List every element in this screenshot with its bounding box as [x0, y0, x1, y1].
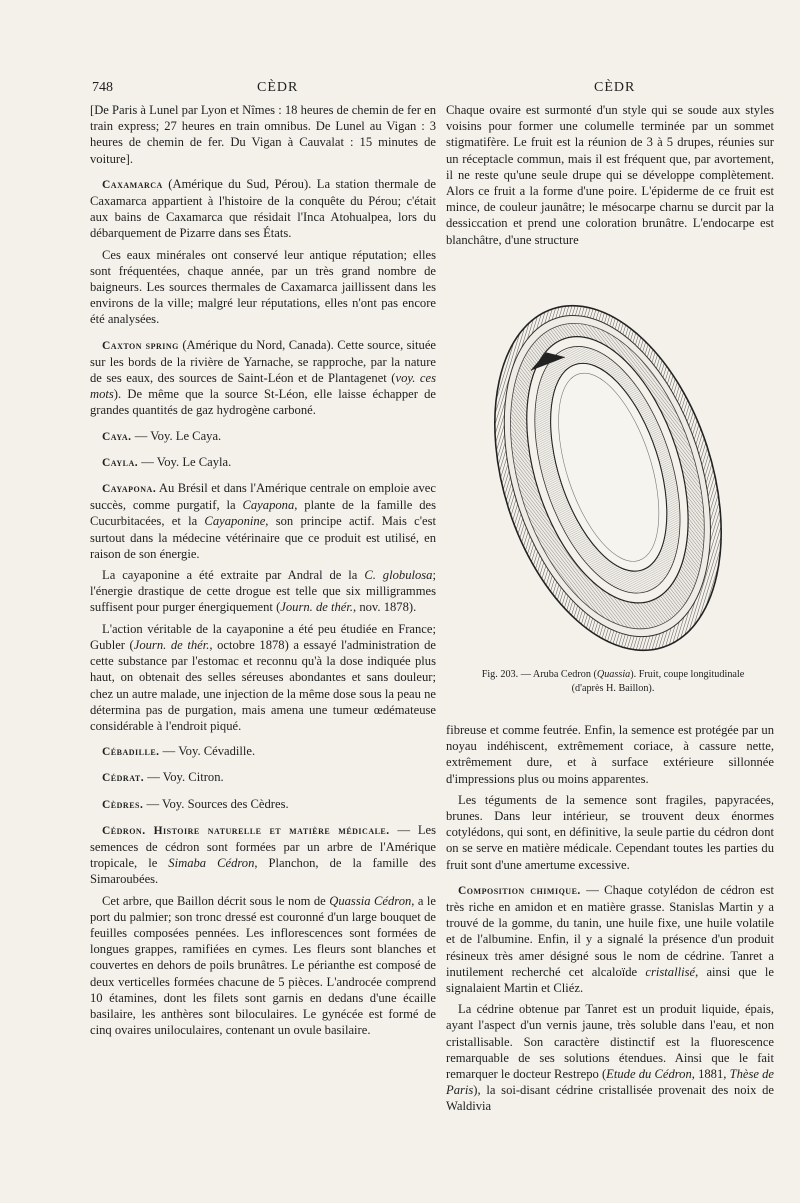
entry-text: ). De même que la source St-Léon, elle laisse échapper de grandes quantités de gaz hydrogène carboné.: [90, 387, 436, 418]
italic-ref: Etude du Cédron: [606, 1067, 692, 1082]
entry-text: ), la soi-disant cédrine cristallisée provenait des noix de Waldivia: [446, 1083, 774, 1114]
left-column: [90, 102, 436, 1043]
intro-paragraph: [De Paris à Lunel par Lyon et Nîmes : 18 heures de chemin de fer en train express; 27 heures en train omnibus. De Lunel au Vigan : 3 heures de chemin de fer. Du Vigan à Cauvalat : 15 minutes de voiture].: [90, 103, 436, 166]
entry-cedrat: [90, 769, 436, 786]
entry-text: , son principe actif. Mais c'est surtout dans la médecine vétérinaire que ce produit est utilisé, en raison de son énergie.: [90, 514, 437, 561]
section-composition-chimique: [446, 882, 774, 996]
entry-text: L'action véritable de la cayaponine a été peu étudiée en France; Gubler (: [90, 621, 436, 652]
italic-ref: Journ. de thér.: [280, 600, 354, 615]
headword-cebadille: Cébadille.: [102, 746, 160, 759]
paragraph: [90, 567, 436, 616]
italic-term: Cayapona: [242, 498, 295, 513]
paragraph: [90, 621, 436, 734]
entry-text: — Les semences de cédron sont formées par un arbre de l'Amérique tropicale, le: [90, 822, 436, 871]
entry-text: , 1881,: [691, 1067, 730, 1082]
paragraph: Ces eaux minérales ont conservé leur antique réputation; elles sont fréquentées, chaque année, par un très grand nombre de baigneurs. Les sources thermales de Caxamarca jaillissent dans les environs de la ville; malgré leur réputations, elles n'ont pas encore été analysées.: [90, 247, 436, 327]
paragraph: fibreuse et comme feutrée. Enfin, la semence est protégée par un noyau indéhiscent, extrêmement coriace, à cassure nette, extrêmement dure, et à surface extérieure sillonnée d'impressions plus ou moins apparentes.: [446, 723, 774, 786]
headword-cayla: Cayla.: [102, 456, 139, 469]
italic-term: Cayaponine: [204, 514, 266, 529]
entry-text: La cayaponine a été extraite par Andral de la: [102, 568, 365, 583]
figure-caption: [452, 668, 774, 696]
running-head-left: CÈDR: [257, 80, 299, 95]
paragraph: [446, 1001, 774, 1114]
entry-text: — Voy. Le Cayla.: [138, 454, 232, 469]
entry-cebadille: [90, 743, 436, 760]
entry-caxton-spring: [90, 337, 436, 419]
entry-text: (Amérique du Sud, Pérou). La station thermale de Caxamarca appartient à l'histoire de la conquête du Pérou; c'était aux bains de Caxamarca que résidait l'Inca Atohualpea, lors du débarquement de Pizarre dans ses États.: [90, 176, 436, 241]
entry-caya: [90, 428, 436, 445]
running-head-right: CÈDR: [594, 80, 636, 95]
headword-caya: Caya.: [102, 430, 132, 443]
entry-text: , plante de la famille des Cucurbitacées, et la: [90, 498, 437, 529]
italic-term: Quassia Cédron: [329, 893, 412, 908]
entry-text: — Voy. Cévadille.: [159, 744, 256, 759]
entry-text: , nov. 1878).: [353, 600, 417, 615]
entry-text: , Planchon, de la famille des Simaroubées.: [90, 856, 437, 887]
right-column-bottom: [446, 722, 774, 1120]
italic-term: C. globulosa: [364, 568, 433, 583]
headword-cedron: Cédron. Histoire naturelle et matière médicale.: [102, 824, 390, 837]
entry-text: — Voy. Sources des Cèdres.: [143, 796, 289, 811]
italic-ref: Thèse de Paris: [446, 1067, 774, 1098]
fruit-longitudinal-section-illustration: [488, 292, 728, 664]
entry-cedron: [90, 822, 436, 888]
headword-caxton: Caxton spring: [102, 339, 179, 352]
right-column-top: [446, 102, 774, 253]
italic-term: Simaba Cédron: [168, 856, 255, 871]
subheading-composition: Composition chimique.: [458, 884, 581, 897]
entry-text: — Voy. Citron.: [144, 770, 224, 785]
entry-text: ; l'énergie drastique de cette drogue est telle que six milligrammes suffisent pour purger énergiquement (: [90, 568, 436, 615]
italic-ref: voy. ces mots: [90, 371, 436, 402]
entry-text: Au Brésil et dans l'Amérique centrale on emploie avec succès, comme purgatif, la: [90, 481, 436, 513]
paragraph: [90, 893, 436, 1039]
paragraph: Chaque ovaire est surmonté d'un style qui se soude aux styles voisins pour former une columelle terminée par un sommet stigmatifère. Le fruit est la réunion de 3 à 5 drupes, réunies sur un réceptacle commun, mais il est fréquent que, par avortement, il ne reste qu'une seule drupe qui se développe complètement. Alors ce fruit a la forme d'une poire. L'épiderme de ce fruit est mince, de couleur jaunâtre; le mésocarpe charnu se durcit par la dessiccation et prend une coloration brunâtre. L'endocarpe est blanchâtre, d'une structure: [446, 103, 774, 247]
entry-text: — Voy. Le Caya.: [131, 428, 222, 443]
caption-italic: Quassia: [596, 669, 631, 680]
entry-text: La cédrine obtenue par Tanret est un produit liquide, épais, ayant l'aspect d'un vernis jaune, très soluble dans l'eau, et non cristallisable. Son caractère distinctif est la fluorescence remarquable de ses solutions étendues. Ainsi que le fait remarquer le docteur Restrepo (: [446, 1002, 774, 1082]
caption-credit: (d'après H. Baillon).: [571, 683, 655, 694]
entry-text: , ainsi que le signalaient Martin et Cliéz.: [446, 964, 775, 996]
italic-ref: Journ. de thér.: [133, 637, 210, 652]
headword-caxamarca: Caxamarca: [102, 178, 163, 191]
paragraph: Les téguments de la semence sont fragiles, papyracées, brunes. Dans leur intérieur, se trouvent deux énormes cotylédons, qui sont, en définitive, la seule partie du cédron dont on se serve en matière médicale. Cependant toutes les parties du fruit sont d'une amertume excessive.: [446, 792, 774, 872]
entry-cayla: [90, 454, 436, 471]
entry-cedres: [90, 796, 436, 813]
page-number: 748: [92, 80, 113, 95]
caption-text: Fig. 203. — Aruba Cedron (: [481, 669, 597, 680]
entry-text: Cet arbre, que Baillon décrit sous le nom de: [102, 893, 330, 908]
entry-cayapona: [90, 480, 436, 562]
headword-cedrat: Cédrat.: [102, 772, 145, 785]
headword-cedres: Cèdres.: [102, 798, 144, 811]
italic-term: cristallisé: [645, 964, 696, 979]
entry-caxamarca: [90, 176, 436, 242]
entry-text: , a le port du palmier; son tronc dressé est couronné d'un large bouquet de feuilles composées pennées. Les inflorescences sont formées de longues grappes, ramifiées en cymes. Les fleurs sont blanches et couvertes en dehors de poils brunâtres. Le périanthe est composé de deux verticelles formées chacune de 5 pièces. L'androcée comprend 10 étamines, dont les filets sont garnis en dedans d'une écaille basilaire, les anthères sont biloculaires. Le gynécée est formé de cinq ovaires uniloculaires, contenant un ovule basilaire.: [90, 893, 437, 1038]
entry-text: , octobre 1878) a essayé l'administration de cette substance par l'estomac et reconnu qu'à la dose indiquée plus haut, on obtenait des selles séreuses abondantes et sans douleur; chez un autre malade, une injection de la même dose sous la peau ne détermina pas de purgation, mais amena une tumeur œdémateuse considérable à l'endroit piqué.: [90, 637, 436, 733]
caption-text: ). Fruit, coupe longitudinale: [630, 669, 745, 680]
headword-cayapona: Cayapona.: [102, 483, 157, 496]
entry-text: (Amérique du Nord, Canada). Cette source, située sur les bords de la rivière de Yarnache, se rapproche, par la nature de ses eaux, des sources de Saint-Léon et de Plantagenet (: [90, 337, 437, 386]
page-header: [0, 80, 800, 100]
entry-text: — Chaque cotylédon de cédron est très riche en amidon et en matière grasse. Stanislas Martin y a trouvé de la gomme, du tanin, une huile fixe, une huile volatile et de l'albumine. Enfin, il y a signalé la présence d'un produit résineux très amer désigné sous le nom de cédrine. Tanret a inutilement recherché cet alcaloïde: [446, 882, 774, 979]
